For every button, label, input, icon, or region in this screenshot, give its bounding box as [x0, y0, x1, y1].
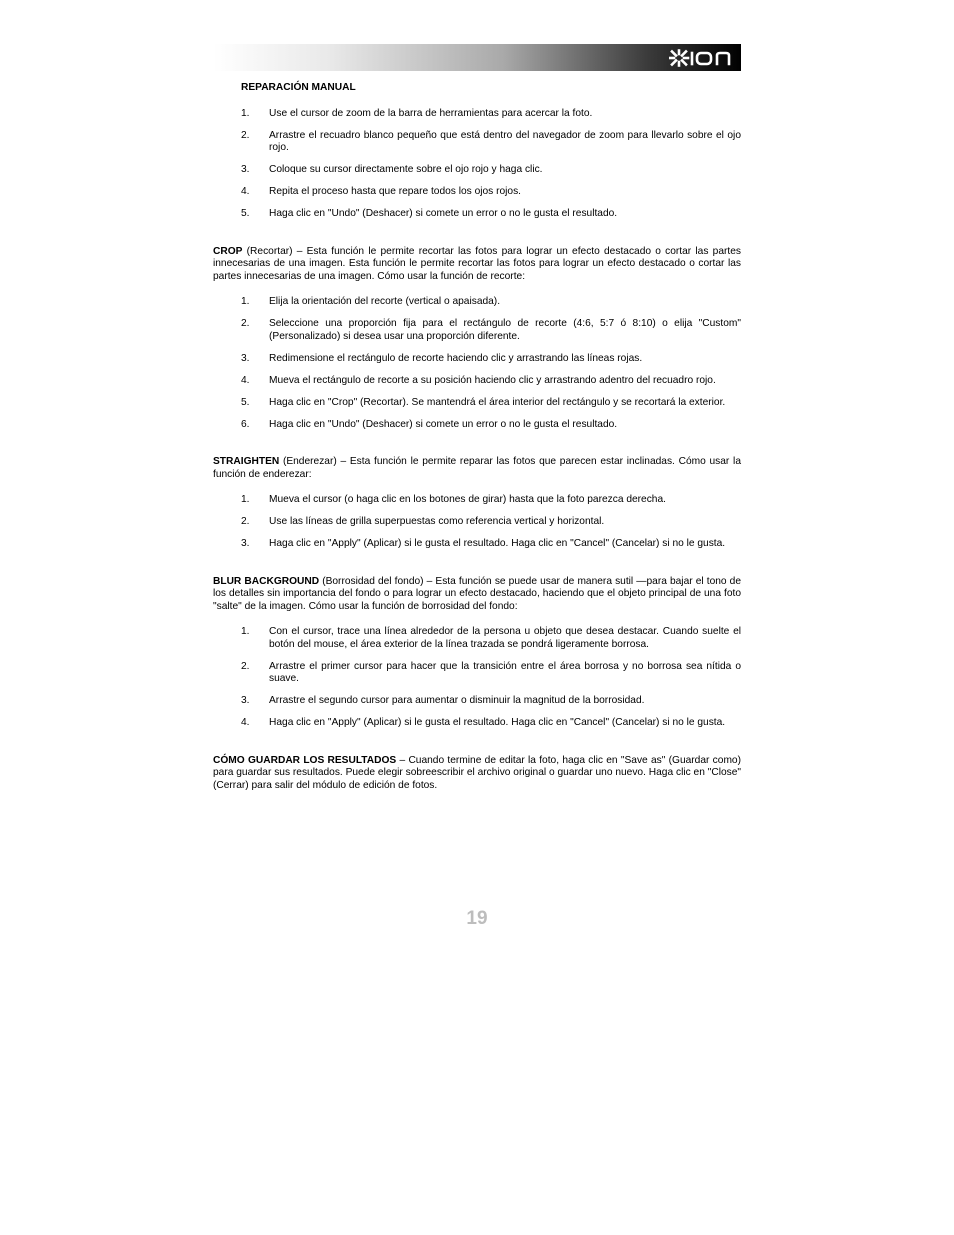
crop-term: CROP [213, 245, 243, 257]
list-item: 4. Haga clic en "Apply" (Aplicar) si le gusta el resultado. Haga clic en "Cancel" (Cancelar) si no le gusta. [241, 717, 726, 729]
blur-description: BLUR BACKGROUND (Borrosidad del fondo) – Esta función se puede usar de manera sutil —para bajar el tono de los detalles sin importancia del fondo o para lograr un efecto destacado, haciendo que el objeto principal de una foto "salte" de la imagen. Cómo usar la función de borrosidad del fondo: [213, 575, 741, 612]
manual-repair-title: REPARACIÓN MANUAL [241, 82, 356, 93]
blur-term: BLUR BACKGROUND [213, 575, 320, 587]
list-item: 2. Seleccione una proporción fija para el rectángulo de recorte (4:6, 5:7 ó 8:10) o elija "Custom" (Personalizado) si desea usar una proporción diferente. [241, 318, 741, 342]
list-item: 1. Con el cursor, trace una línea alrededor de la persona u objeto que desea destacar. Cuando suelte el botón del mouse, el área exterior de la línea trazada se pondrá ligeramente borrosa. [241, 625, 741, 650]
manual-repair-steps [213, 108, 741, 221]
crop-steps [213, 296, 741, 431]
page-number: 19 [466, 908, 488, 929]
list-item: 3. Redimensione el rectángulo de recorte haciendo clic y arrastrando las líneas rojas. [241, 352, 643, 364]
straighten-term: STRAIGHTEN [213, 456, 280, 468]
list-item: 5. Haga clic en "Undo" (Deshacer) si comete un error o no le gusta el resultado. [241, 208, 618, 220]
list-item: 5. Haga clic en "Crop" (Recortar). Se mantendrá el área interior del rectángulo y se recortará la exterior. [241, 396, 726, 408]
list-item: 3. Arrastre el segundo cursor para aumentar o disminuir la magnitud de la borrosidad. [241, 695, 645, 707]
ion-logo-icon [669, 49, 737, 67]
list-item: 1. Elija la orientación del recorte (vertical o apaisada). [241, 296, 501, 308]
list-item: 2. Use las líneas de grilla superpuestas como referencia vertical y horizontal. [241, 515, 605, 527]
list-item: 3. Haga clic en "Apply" (Aplicar) si le gusta el resultado. Haga clic en "Cancel" (Cancelar) si no le gusta. [241, 537, 726, 549]
header-bar [213, 44, 741, 71]
list-item: 4. Mueva el rectángulo de recorte a su posición haciendo clic y arrastrando adentro del recuadro rojo. [241, 374, 716, 386]
list-item: 1. Mueva el cursor (o haga clic en los botones de girar) hasta que la foto parezca derecha. [241, 493, 666, 505]
save-description: CÓMO GUARDAR LOS RESULTADOS – Cuando termine de editar la foto, haga clic en "Save as" (Guardar como) para guardar sus resultados. Puede elegir sobreescribir el archivo original o guardar uno nuevo. Haga clic en "Close" (Cerrar) para salir del módulo de edición de fotos. [213, 754, 741, 791]
list-item: 3. Coloque su cursor directamente sobre el ojo rojo y haga clic. [241, 164, 543, 176]
crop-description: CROP (Recortar) – Esta función le permite recortar las fotos para lograr un efecto destacado o cortar las partes innecesarias de una imagen. Esta función le permite recortar las fotos para lograr un efecto destacado o cortar las partes innecesarias de una imagen. Cómo usar la función de recorte: [213, 245, 741, 282]
straighten-description: STRAIGHTEN (Enderezar) – Esta función le permite reparar las fotos que parecen estar inclinadas. Cómo usar la función de enderezar: [213, 456, 741, 480]
list-item: 4. Repita el proceso hasta que repare todos los ojos rojos. [241, 186, 522, 198]
straighten-steps [213, 494, 741, 551]
save-term: CÓMO GUARDAR LOS RESULTADOS [213, 754, 397, 766]
list-item: 1. Use el cursor de zoom de la barra de herramientas para acercar la foto. [241, 107, 593, 119]
list-item: 2. Arrastre el recuadro blanco pequeño que está dentro del navegador de zoom para llevarlo sobre el ojo rojo. [241, 129, 741, 154]
ion-logo [669, 47, 737, 68]
blur-steps [213, 626, 741, 730]
list-item: 6. Haga clic en "Undo" (Deshacer) si comete un error o no le gusta el resultado. [241, 418, 618, 430]
list-item: 2. Arrastre el primer cursor para hacer que la transición entre el área borrosa y no borrosa sea nítida o suave. [241, 660, 741, 685]
page-content [213, 82, 741, 792]
